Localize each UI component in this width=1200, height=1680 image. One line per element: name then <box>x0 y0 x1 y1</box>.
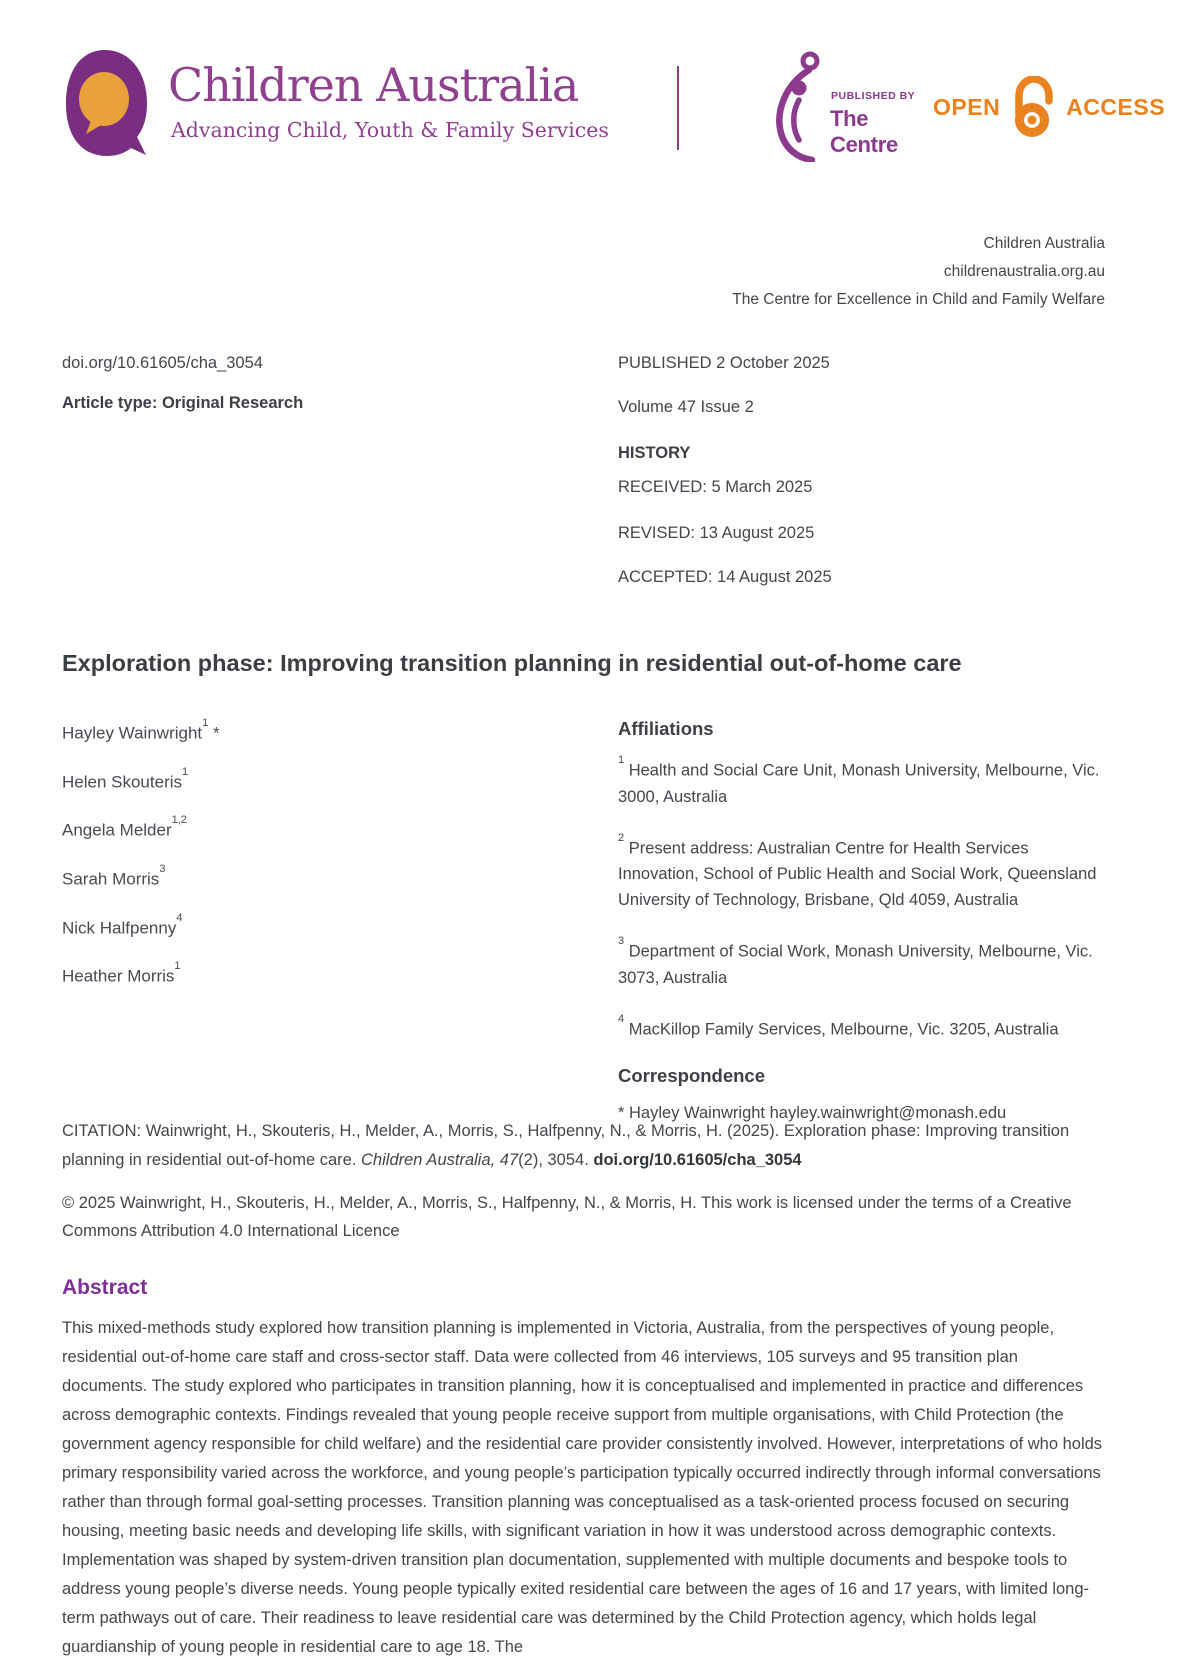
doi-link[interactable]: doi.org/10.61605/cha_3054 <box>62 354 263 372</box>
affiliations-section <box>618 716 1110 1126</box>
abstract-heading: Abstract <box>62 1276 148 1299</box>
article-type: Article type: Original Research <box>62 394 304 412</box>
citation <box>62 1117 1107 1175</box>
author-affiliation-sup: 1 <box>174 960 181 973</box>
open-access-open-label: OPEN <box>933 93 1001 120</box>
affiliations-heading: Affiliations <box>618 718 714 739</box>
journal-title: Children Australia <box>168 58 579 112</box>
citation-doi-link[interactable]: doi.org/10.61605/cha_3054 <box>593 1151 802 1169</box>
open-access-access-label: ACCESS <box>1066 93 1166 120</box>
history-heading: HISTORY <box>618 444 691 462</box>
author-affiliation-sup: 1 <box>202 717 209 729</box>
author-list <box>62 719 220 1011</box>
publisher-organisation: The Centre for Excellence in Child and Family Welfare <box>732 291 1105 308</box>
article-title: Exploration phase: Improving transition planning in residential out-of-home care <box>62 650 962 676</box>
publisher-name-line1: The <box>830 106 869 131</box>
correspondence-heading: Correspondence <box>618 1065 766 1086</box>
published-by-label: PUBLISHED BY <box>831 90 916 102</box>
journal-tagline: Advancing Child, Youth & Family Services <box>171 118 609 142</box>
correspondence-email[interactable]: * Hayley Wainwright hayley.wainwright@monash.edu <box>618 1104 1007 1122</box>
citation-journal-italic: Children Australia, 47 <box>361 1151 519 1169</box>
author: Heather Morris$^1$ <box>62 960 181 986</box>
accepted-date: ACCEPTED: 14 August 2025 <box>618 568 832 586</box>
author: Nick Halfpenny$^4$ <box>62 911 183 938</box>
header-divider <box>677 66 679 150</box>
author-affiliation-sup: 4 <box>176 911 183 924</box>
revised-date: REVISED: 13 August 2025 <box>618 524 815 542</box>
author-affiliation-sup: 1,2 <box>171 814 187 827</box>
children-australia-logo-icon <box>62 48 150 162</box>
publisher-website-link[interactable]: childrenaustralia.org.au <box>943 263 1105 280</box>
affiliation: $^2$ Present address: Australian Centre for Health Services Innovation, School of Public Health and Social Work, Queensland University of Technology, Brisbane, Qld 4059, Australia <box>618 831 1097 909</box>
open-access-badge <box>933 76 1165 138</box>
affiliation: $^4$ MacKillop Family Services, Melbourne, Vic. 3205, Australia <box>618 1012 1059 1038</box>
author: Hayley Wainwright$^1$ * <box>62 717 220 743</box>
author: Helen Skouteris$^1$ <box>62 765 189 792</box>
affiliation: $^1$ Health and Social Care Unit, Monash University, Melbourne, Vic. 3000, Australia <box>618 754 1100 806</box>
affiliation: $^3$ Department of Social Work, Monash University, Melbourne, Vic. 3073, Australia <box>618 935 1093 987</box>
the-centre-logo-icon <box>768 48 826 162</box>
author-affiliation-sup: 3 <box>159 862 166 875</box>
copyright-notice: © 2025 Wainwright, H., Skouteris, H., Melder, A., Morris, S., Halfpenny, N., & Morris, H. This work is licensed under the terms of a Creative Commons Attribution 4.0 International Licence <box>62 1194 1072 1240</box>
author: Angela Melder$^{1,2}$ <box>62 814 187 840</box>
citation-issue: (2), 3054. <box>518 1151 594 1169</box>
publisher-journal-name: Children Australia <box>983 235 1105 252</box>
volume-issue: Volume 47 Issue 2 <box>618 398 754 416</box>
publisher-name-line2: Centre <box>830 132 898 157</box>
open-access-lock-icon <box>1007 76 1059 138</box>
received-date: RECEIVED: 5 March 2025 <box>618 478 813 496</box>
publisher-block <box>732 230 1105 314</box>
abstract-text: This mixed-methods study explored how transition planning is implemented in Victoria, Australia, from the perspectives of young people, residential out-of-home care staff and cross-sector staff. Data were collected from 46 interviews, 105 surveys and 95 transition plan documents. The study explored who participates in transition planning, how it is conceptualised and implemented in practice and differences across demographic contexts. Findings revealed that young people receive support from multiple organisations, with Child Protection (the government agency responsible for child welfare) and the residential care provider consistently involved. However, interpretations of who holds primary responsibility varied across the workforce, and young people’s participation typically occurred indirectly through informal conversations rather than through formal goal-setting processes. Transition planning was conceptualised as a task-oriented process focused on securing housing, meeting basic needs and developing life skills, with significant variation in how it was understood across demographic contexts. Implementation was shaped by system-driven transition plan documentation, supplemented with multiple documents and bespoke tools to address young people’s diverse needs. Young people typically exited residential care between the ages of 16 and 17 years, with limited long-term pathways out of care. Their readiness to leave residential care was determined by the Child Protection agency, which holds legal guardianship of young people in residential care to age 18. The <box>62 1319 1103 1656</box>
author: Sarah Morris$^3$ <box>62 862 166 889</box>
publisher-name <box>830 106 898 158</box>
citation-text: CITATION: Wainwright, H., Skouteris, H., Melder, A., Morris, S., Halfpenny, N., & Morris, H. (2025). Exploration phase: Improving transition planning in residential out-of-home care. <box>62 1122 1070 1169</box>
author-affiliation-sup: 1 <box>182 765 189 778</box>
published-date: PUBLISHED 2 October 2025 <box>618 354 830 372</box>
